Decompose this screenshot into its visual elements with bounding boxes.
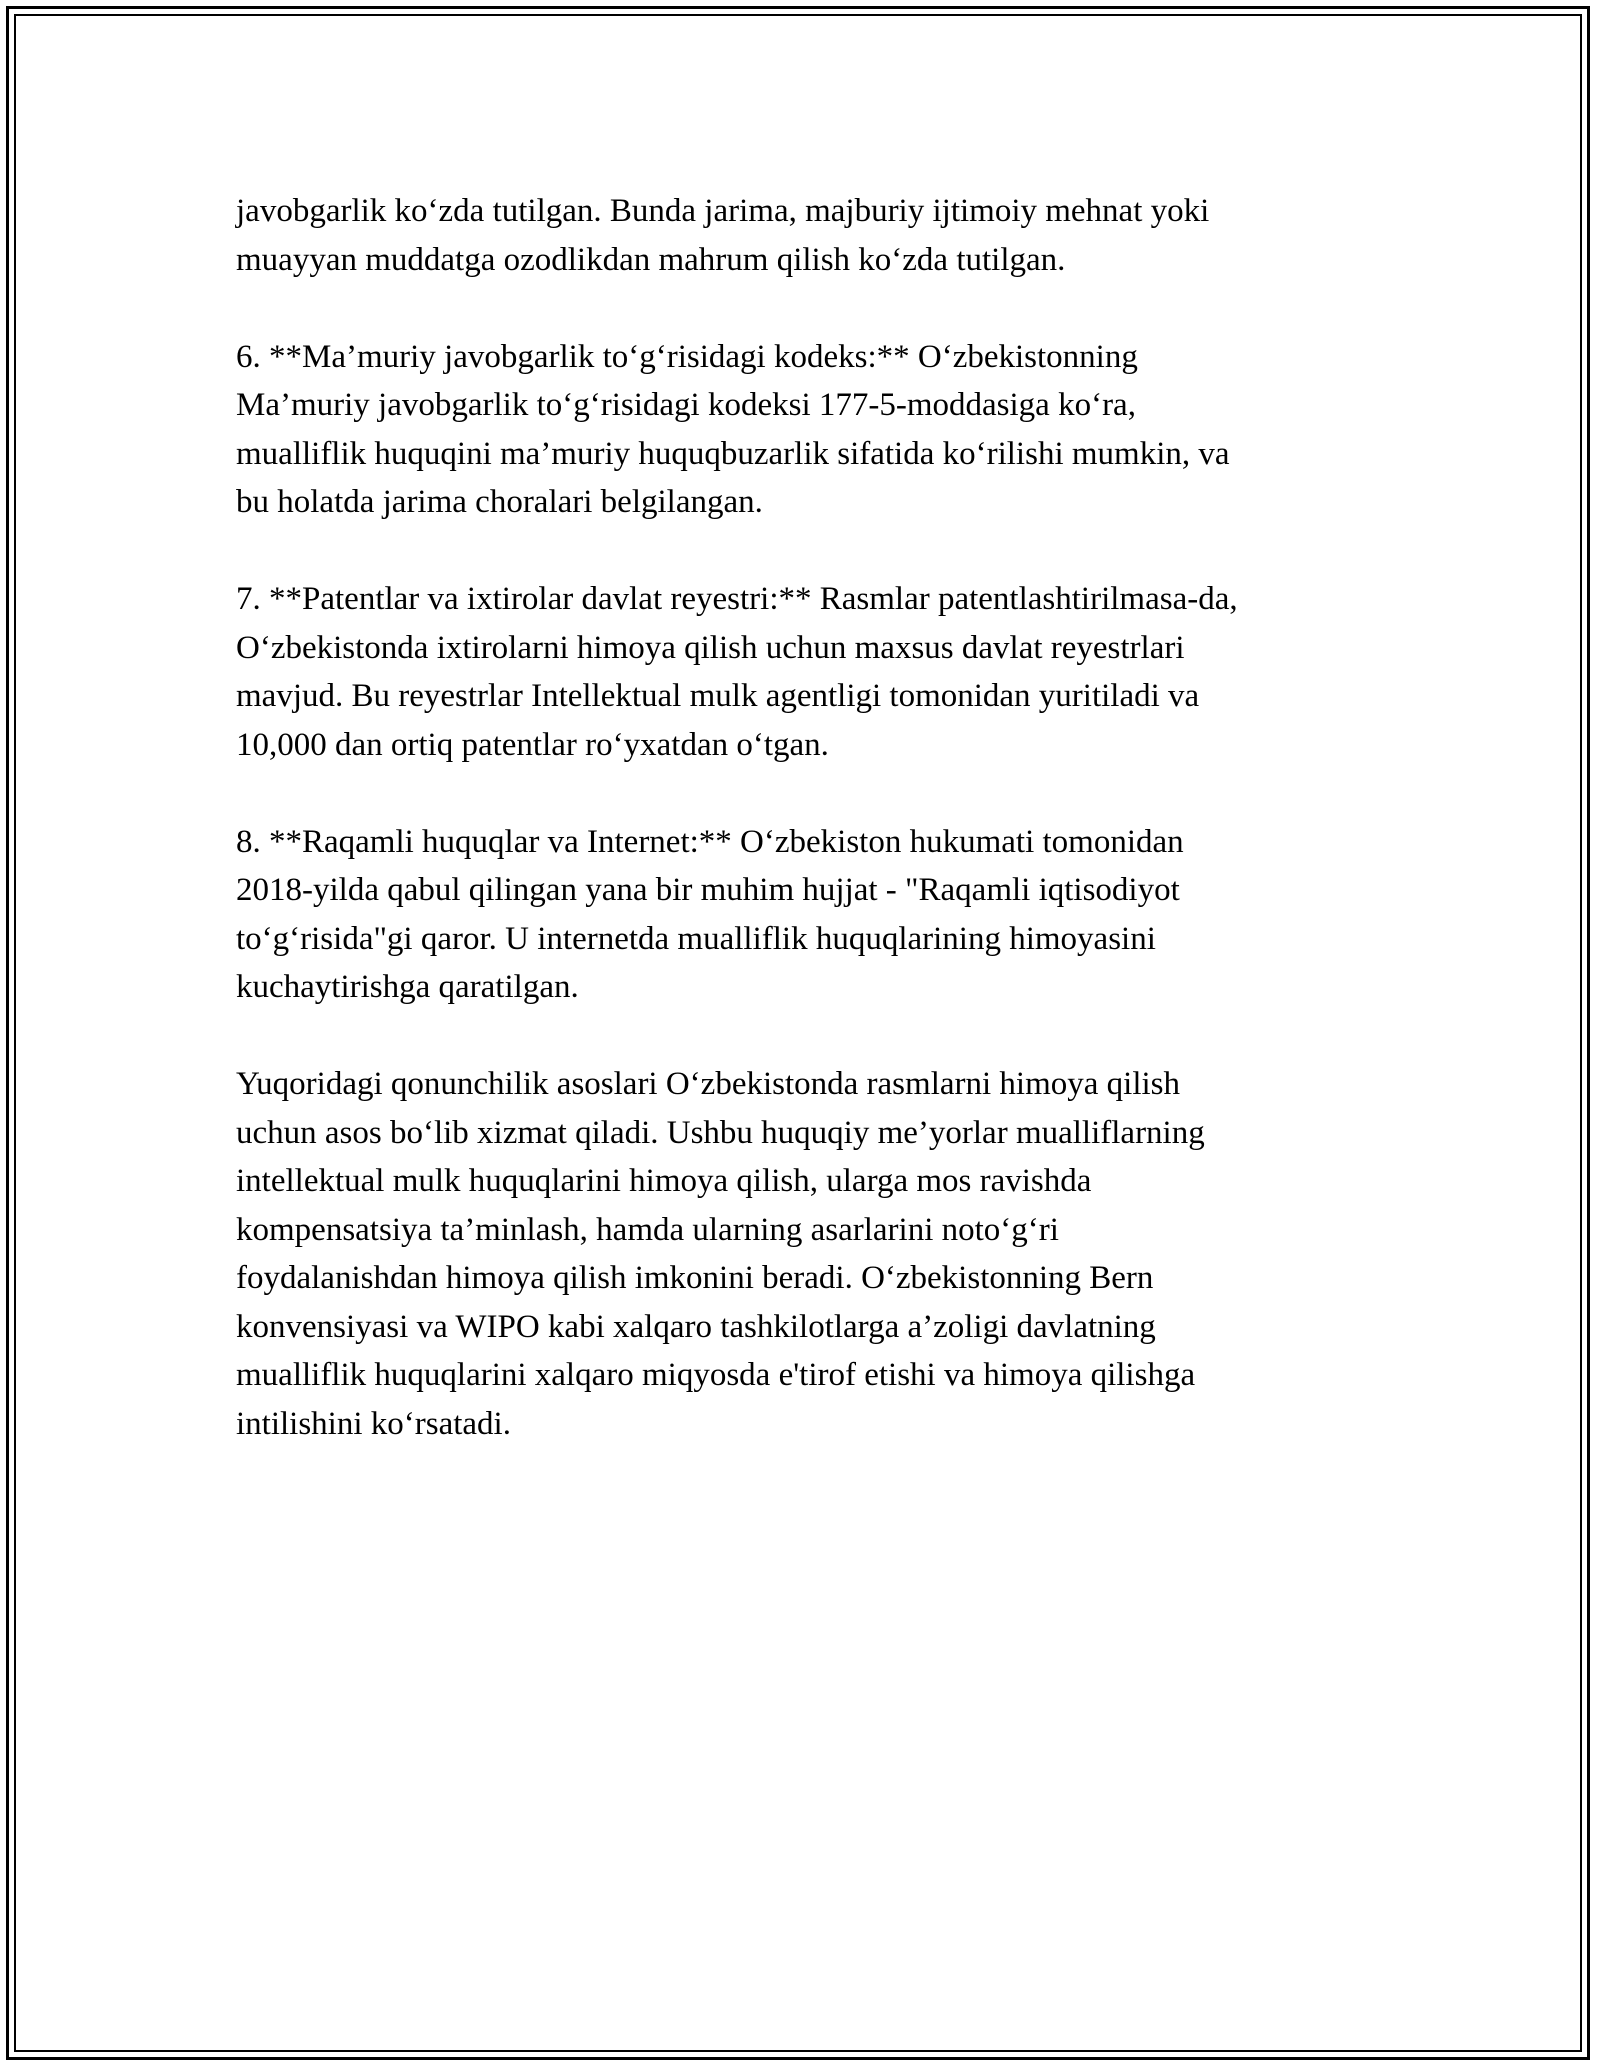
paragraph-item-8: 8. **Raqamli huquqlar va Internet:** O‘zbekiston hukumati tomonidan 2018-yilda qabul qilingan yana bir muhim hujjat - "Raqamli iqtisodiyot to‘g‘risida"gi qaror. U internetda mualliflik huquqlarining himoyasini kuchaytirishga qaratilgan.: [236, 823, 1184, 1005]
paragraph-continuation: javobgarlik ko‘zda tutilgan. Bunda jarima, majburiy ijtimoiy mehnat yoki muayyan muddatga ozodlikdan mahrum qilish ko‘zda tutilgan.: [236, 193, 1210, 278]
paragraph-conclusion: Yuqoridagi qonunchilik asoslari O‘zbekistonda rasmlarni himoya qilish uchun asos bo‘lib xizmat qiladi. Ushbu huquqiy me’yorlar mualliflarning intellektual mulk huquqlarini himoya qilish, ularga mos ravishda kompensatsiya ta’minlash, hamda ularning asarlarini noto‘g‘ri foydalanishdan himoya qilish imkonini beradi. O‘zbekistonning Bern konvensiyasi va WIPO kabi xalqaro tashkilotlarga a’zoligi davlatning mualliflik huquqlarini xalqaro miqyosda e'tirof etishi va himoya qilishga intilishini ko‘rsatadi.: [236, 1066, 1205, 1442]
document-body: [236, 187, 1376, 1497]
paragraph-item-6: 6. **Ma’muriy javobgarlik to‘g‘risidagi kodeks:** O‘zbekistonning Ma’muriy javobgarlik to‘g‘risidagi kodeksi 177-5-moddasiga ko‘ra, mualliflik huquqini ma’muriy huquqbuzarlik sifatida ko‘rilishi mumkin, va bu holatda jarima choralari belgilangan.: [236, 338, 1230, 520]
paragraph-item-7: 7. **Patentlar va ixtirolar davlat reyestri:** Rasmlar patentlashtirilmasa-da, O‘zbekistonda ixtirolarni himoya qilish uchun maxsus davlat reyestrlari mavjud. Bu reyestrlar Intellektual mulk agentligi tomonidan yuritiladi va 10,000 dan ortiq patentlar ro‘yxatdan o‘tgan.: [236, 581, 1238, 763]
